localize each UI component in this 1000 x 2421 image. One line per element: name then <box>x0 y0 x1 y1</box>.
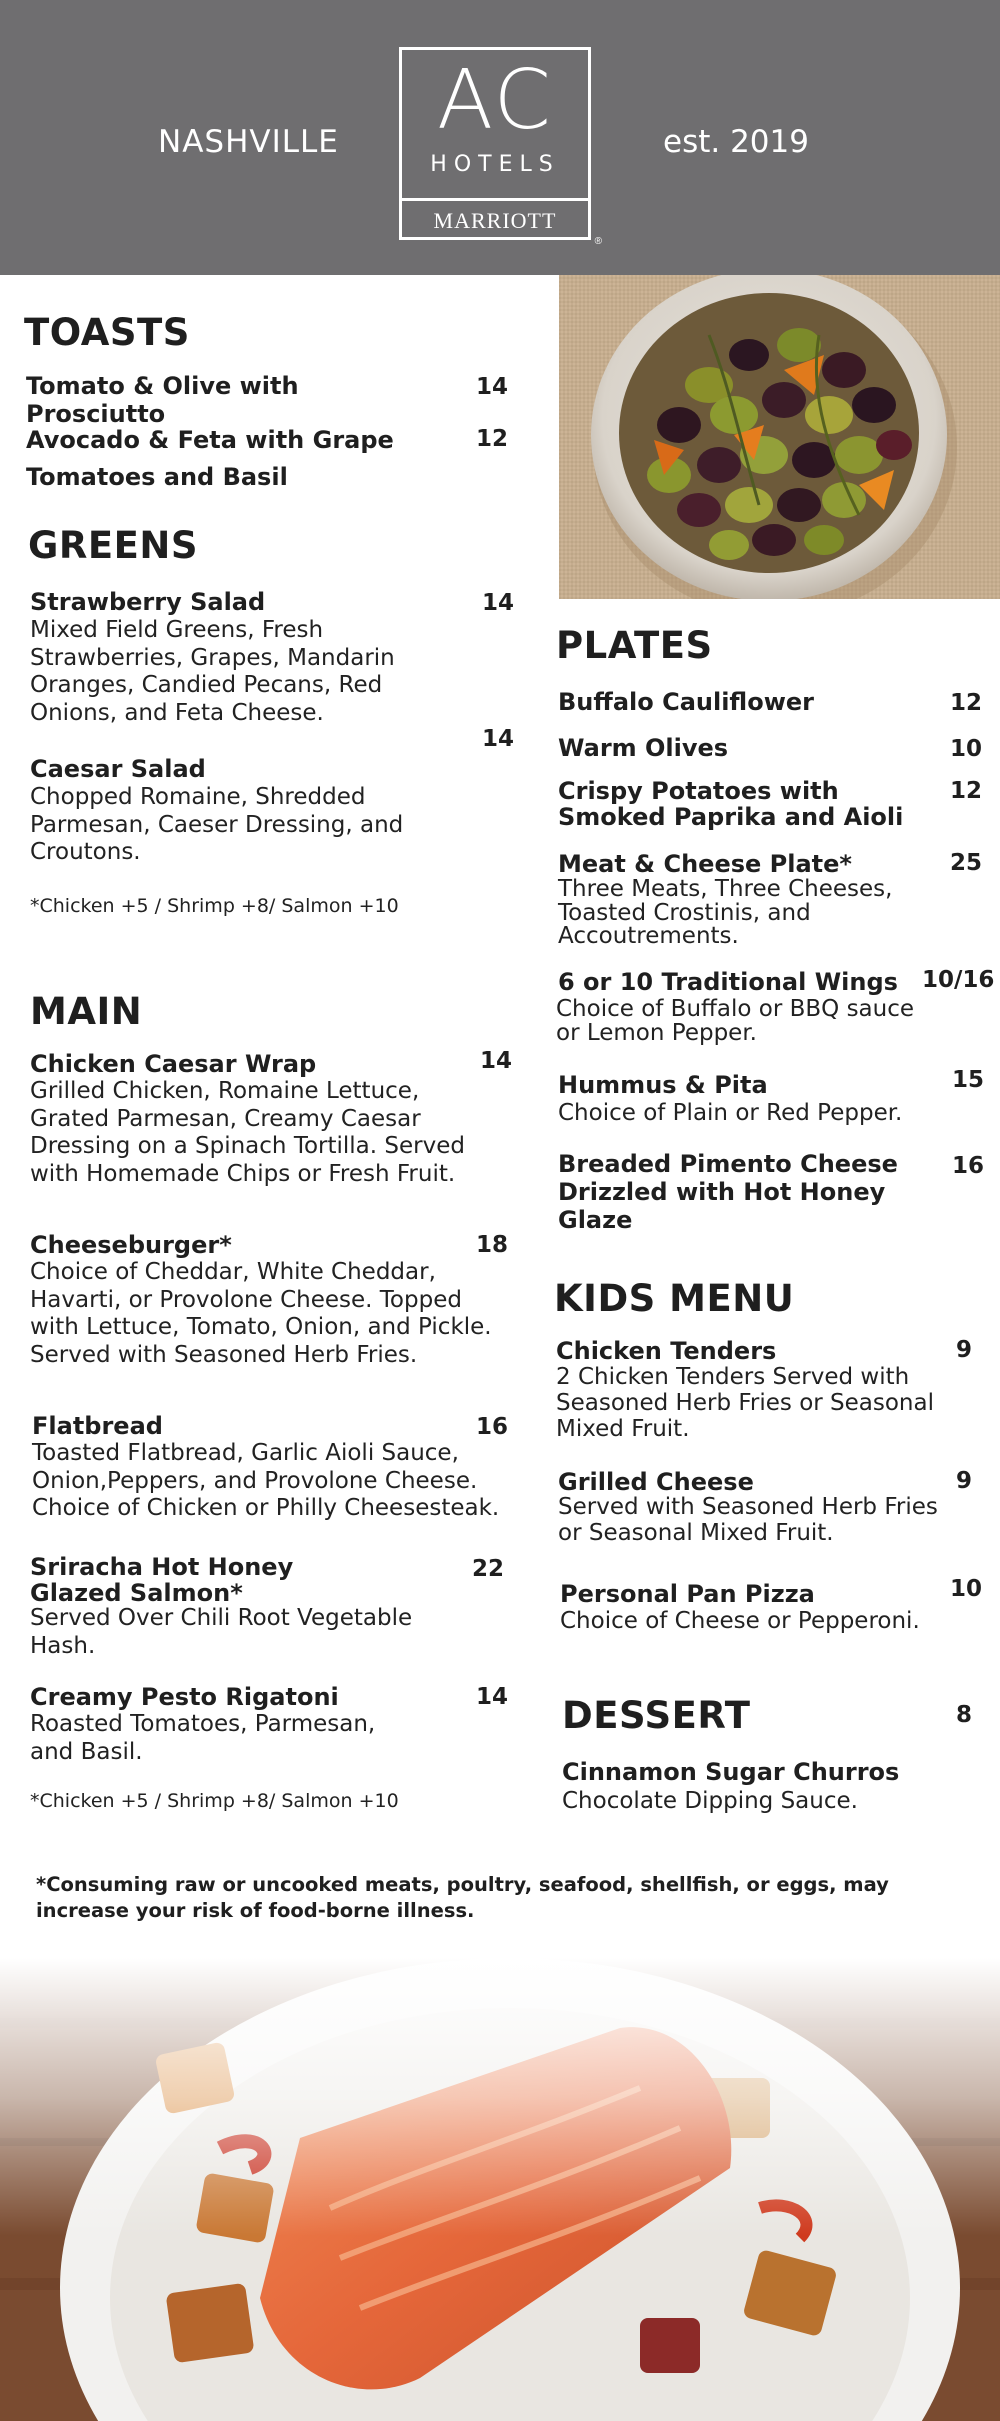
main-item-name: Cheeseburger* <box>30 1231 232 1259</box>
main-item-description: Served Over Chili Root Vegetable Hash. <box>30 1605 413 1659</box>
plates-item-description: Three Meats, Three Cheeses, Toasted Crostinis, and Accoutrements. <box>558 876 893 949</box>
greens-item-price: 14 <box>482 590 515 616</box>
logo-hotels-text: HOTELS <box>430 152 560 177</box>
main-heading: MAIN <box>30 990 143 1033</box>
plates-item-price: 12 <box>950 690 983 716</box>
olive-bowl-illustration <box>559 275 1000 599</box>
logo-marriott-text: MARRIOTT <box>433 208 557 233</box>
main-item-name: Flatbread <box>32 1412 163 1440</box>
plates-item-name: Meat & Cheese Plate* <box>558 850 852 878</box>
greens-item-name: Caesar Salad <box>30 755 206 783</box>
greens-item-name: Strawberry Salad <box>30 588 266 616</box>
main-item-description: Toasted Flatbread, Garlic Aioli Sauce, Onion,Peppers, and Provolone Cheese. Choice of Chicken or Philly Cheesesteak. <box>32 1440 500 1521</box>
plates-item-name: Hummus & Pita <box>558 1071 768 1099</box>
greens-item-description: Chopped Romaine, Shredded Parmesan, Caeser Dressing, and Croutons. <box>30 784 404 865</box>
toast-item-name: Avocado & Feta with Grape Tomatoes and Basil <box>26 426 394 491</box>
salmon-plate-illustration <box>0 1958 1000 2421</box>
main-item-price: 14 <box>480 1048 513 1074</box>
dessert-item-description: Chocolate Dipping Sauce. <box>562 1788 858 1814</box>
established-year: est. 2019 <box>663 124 809 160</box>
plates-item-description: Choice of Buffalo or BBQ sauce or Lemon Pepper. <box>556 996 915 1046</box>
kids-item-price: 9 <box>956 1468 973 1494</box>
main-item-name: Chicken Caesar Wrap <box>30 1050 317 1078</box>
dessert-item-name: Cinnamon Sugar Churros <box>562 1758 900 1786</box>
registered-mark: ® <box>594 236 602 247</box>
plates-item-price: 16 <box>952 1153 985 1179</box>
greens-item-price: 14 <box>482 726 515 752</box>
ac-hotels-logo <box>399 47 602 247</box>
kids-item-description: Choice of Cheese or Pepperoni. <box>560 1608 920 1634</box>
plates-heading: PLATES <box>556 624 713 667</box>
toast-item-price: 12 <box>476 426 509 452</box>
dessert-price: 8 <box>956 1702 973 1728</box>
greens-heading: GREENS <box>28 524 199 567</box>
city-name: NASHVILLE <box>158 124 339 160</box>
plates-item-name: Crispy Potatoes with Smoked Paprika and Aioli <box>558 777 904 831</box>
plates-item-name: 6 or 10 Traditional Wings <box>558 968 898 996</box>
dessert-heading: DESSERT <box>562 1694 751 1737</box>
plates-item-name: Warm Olives <box>558 734 729 762</box>
main-item-name: Sriracha Hot Honey Glazed Salmon* <box>30 1553 294 1607</box>
plates-item-name: Breaded Pimento Cheese Drizzled with Hot Honey Glaze <box>558 1150 898 1234</box>
greens-addons-note: *Chicken +5 / Shrimp +8/ Salmon +10 <box>30 895 399 917</box>
kids-item-description: Served with Seasoned Herb Fries or Seasonal Mixed Fruit. <box>558 1494 938 1546</box>
plates-item-price: 10 <box>950 736 983 762</box>
kids-item-description: 2 Chicken Tenders Served with Seasoned Herb Fries or Seasonal Mixed Fruit. <box>556 1364 934 1442</box>
kids-item-price: 10 <box>950 1576 983 1602</box>
plates-item-description: Choice of Plain or Red Pepper. <box>558 1100 903 1126</box>
kids-menu-heading: KIDS MENU <box>554 1277 795 1320</box>
kids-item-price: 9 <box>956 1337 973 1363</box>
header-banner <box>0 0 1000 275</box>
main-item-price: 22 <box>472 1556 505 1582</box>
food-safety-disclaimer: *Consuming raw or uncooked meats, poultry, seafood, shellfish, or eggs, may increase your risk of food-borne illness. <box>36 1873 889 1922</box>
main-item-description: Grilled Chicken, Romaine Lettuce, Grated Parmesan, Creamy Caesar Dressing on a Spinach Tortilla. Served with Homemade Chips or Fresh Fruit. <box>30 1078 465 1187</box>
plates-item-price: 25 <box>950 850 983 876</box>
toasts-heading: TOASTS <box>24 311 190 354</box>
greens-item-description: Mixed Field Greens, Fresh Strawberries, Grapes, Mandarin Oranges, Candied Pecans, Red Onions, and Feta Cheese. <box>30 617 395 726</box>
logo-ac-text: AC <box>437 53 553 148</box>
kids-item-name: Chicken Tenders <box>556 1337 777 1365</box>
glazed-salmon-photo <box>0 1958 1000 2421</box>
plates-item-name: Buffalo Cauliflower <box>558 688 814 716</box>
kids-item-name: Personal Pan Pizza <box>560 1580 815 1608</box>
toast-item-name: Tomato & Olive with Prosciutto <box>26 372 299 428</box>
main-item-price: 16 <box>476 1414 509 1440</box>
warm-olives-photo <box>559 275 1000 599</box>
plates-item-price: 15 <box>952 1067 985 1093</box>
plates-item-price: 12 <box>950 778 983 804</box>
main-item-price: 18 <box>476 1232 509 1258</box>
main-addons-note: *Chicken +5 / Shrimp +8/ Salmon +10 <box>30 1790 399 1812</box>
main-item-description: Choice of Cheddar, White Cheddar, Havarti, or Provolone Cheese. Topped with Lettuce, Tomato, Onion, and Pickle. Served with Seasoned Herb Fries. <box>30 1259 492 1368</box>
main-item-description: Roasted Tomatoes, Parmesan, and Basil. <box>30 1711 376 1765</box>
kids-item-name: Grilled Cheese <box>558 1468 754 1496</box>
main-item-name: Creamy Pesto Rigatoni <box>30 1683 339 1711</box>
toast-item-price: 14 <box>476 374 509 400</box>
main-item-price: 14 <box>476 1684 509 1710</box>
logo-divider <box>402 198 588 201</box>
plates-item-price: 10/16 <box>922 967 995 993</box>
